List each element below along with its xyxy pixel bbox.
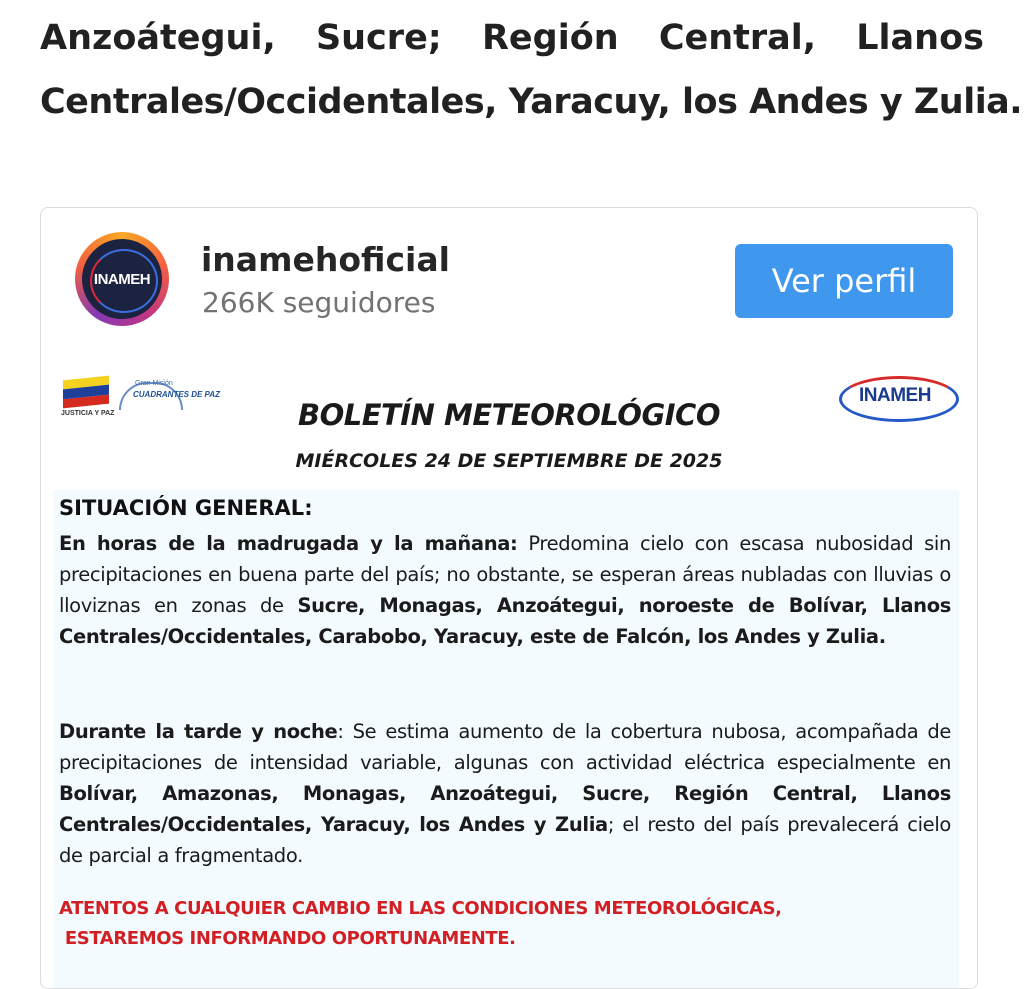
cuadrantes-small-text: Gran Misión: [135, 380, 173, 387]
article-paragraph: [40, 6, 1023, 134]
avatar-logo-text: INAMEH: [93, 270, 151, 288]
alert-notice: [59, 894, 951, 954]
paragraph-regions: Bolívar, Amazonas, Monagas, Anzoátegui, Sucre, Región Central, Llanos Centrales/Occidentales, Yaracuy, los Andes y Zulia: [59, 782, 951, 836]
article-word: Anzoátegui,: [40, 18, 276, 58]
article-line-1: [40, 6, 984, 70]
instagram-embed-card: [40, 207, 978, 989]
view-profile-button[interactable]: Ver perfil: [735, 244, 953, 318]
avatar[interactable]: [75, 232, 169, 326]
alert-line-1: ATENTOS A CUALQUIER CAMBIO EN LAS CONDICIONES METEOROLÓGICAS,: [59, 898, 782, 919]
article-word: Sucre;: [315, 18, 442, 58]
bulletin-content-panel: [53, 490, 959, 989]
alert-line-2: ESTAREMOS INFORMANDO OPORTUNAMENTE.: [59, 928, 516, 949]
paragraph-lead: Durante la tarde y noche: [59, 720, 338, 743]
paragraph-text: ; el resto del país prevalecerá cielo de parcial a fragmentado.: [59, 813, 951, 867]
afternoon-forecast-paragraph: [59, 716, 951, 871]
article-line-2: Centrales/Occidentales, Yaracuy, los Andes y Zulia.: [40, 82, 1023, 122]
post-image[interactable]: [41, 352, 977, 989]
cuadrantes-big-text: CUADRANTES DE PAZ: [133, 390, 220, 399]
paragraph-text: : Se estima aumento de la cobertura nubosa, acompañada de precipitaciones de intensidad variable, algunas con actividad eléctrica especialmente en: [59, 720, 951, 774]
profile-username[interactable]: inamehoficial: [201, 240, 450, 279]
paragraph-lead: En horas de la madrugada y la mañana:: [59, 532, 518, 555]
inameh-logo-text: INAMEH: [859, 385, 931, 406]
article-word: Llanos: [856, 18, 984, 58]
follower-count: 266K seguidores: [202, 286, 436, 319]
article-word: Región: [481, 18, 619, 58]
bulletin-date: MIÉRCOLES 24 DE SEPTIEMBRE DE 2025: [295, 450, 723, 472]
inameh-avatar-logo-icon: [82, 239, 162, 319]
morning-forecast-paragraph: [59, 528, 951, 652]
paragraph-regions: Sucre, Monagas, Anzoátegui, noroeste de Bolívar, Llanos Centrales/Occidentales, Carabobo, Yaracuy, este de Falcón, los Andes y Zulia.: [59, 594, 952, 648]
section-heading: SITUACIÓN GENERAL:: [59, 496, 313, 520]
article-word: Central,: [658, 18, 817, 58]
paragraph-text: Predomina cielo con escasa nubosidad sin precipitaciones en buena parte del país; no obstante, se esperan áreas nubladas con lluvias o lloviznas en zonas de: [59, 532, 951, 617]
flag-caption: JUSTICIA Y PAZ: [61, 410, 115, 417]
bulletin-title: BOLETÍN METEOROLÓGICO: [297, 398, 720, 432]
